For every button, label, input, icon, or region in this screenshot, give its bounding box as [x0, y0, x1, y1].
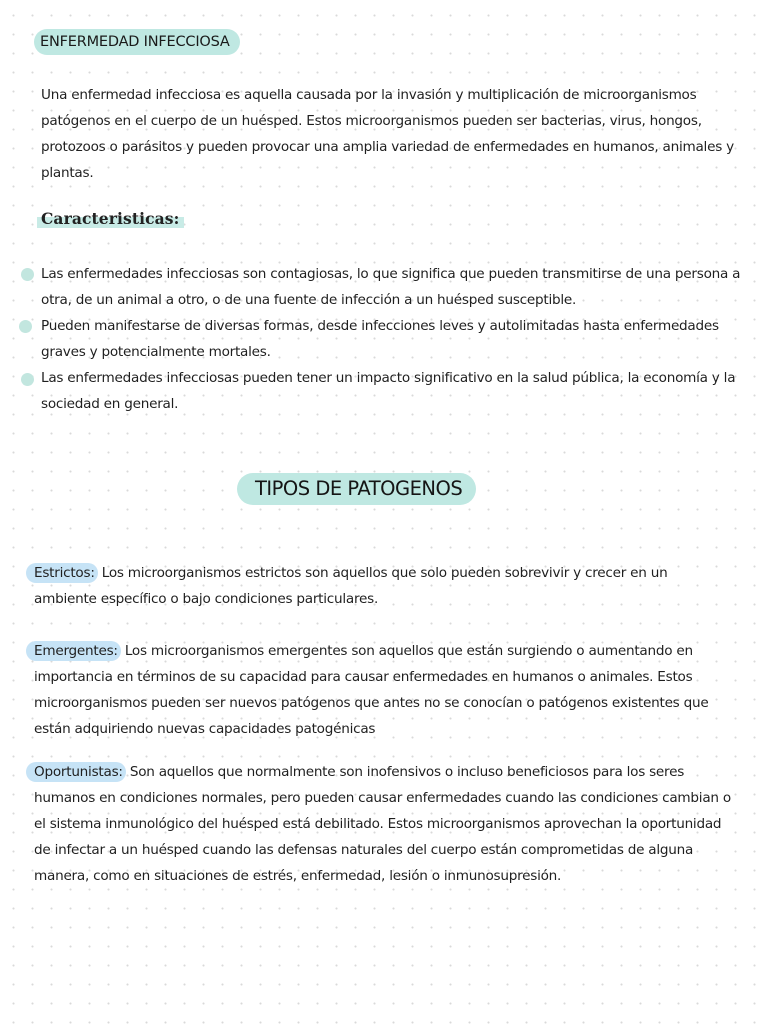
- characteristic-item: Pueden manifestarse de diversas formas, desde infecciones leves y autolimitadas hasta enfermedades graves y potencialmente mortales.: [41, 318, 719, 360]
- intro-paragraph: Una enfermedad infecciosa es aquella causada por la invasión y multiplicación de microorganismos patógenos en el cuerpo de un huésped. Estos microorganismos pueden ser bacterias, virus, hongos, protozoos o parásitos y pueden provocar una amplia variedad de enfermedades en humanos, animales y plantas.: [41, 87, 734, 181]
- type-label: Estrictos:: [26, 563, 98, 583]
- types-heading: TIPOS DE PATOGENOS: [237, 473, 476, 505]
- pathogen-type-emerging: [34, 638, 734, 742]
- characteristic-item: Las enfermedades infecciosas son contagiosas, lo que significa que pueden transmitirse de una persona a otra, de un animal a otro, o de una fuente de infección a un huésped susceptible.: [41, 266, 741, 308]
- page-title: ENFERMEDAD INFECCIOSA: [34, 29, 240, 55]
- bullet-dot: [21, 268, 34, 281]
- pathogen-type-strict: [34, 560, 734, 612]
- bullet-dot: [19, 320, 32, 333]
- type-label: Emergentes:: [26, 641, 121, 661]
- type-label: Oportunistas:: [26, 762, 126, 782]
- type-description: Son aquellos que normalmente son inofensivos o incluso beneficiosos para los seres humanos en condiciones normales, pero pueden causar enfermedades cuando las condiciones cambian o el sistema inmunológico del huésped está debilitado. Estos microorganismos aprovechan la oportunidad de infectar a un huésped cuando las defensas naturales del cuerpo están comprometidas de alguna manera, como en situaciones de estrés, enfermedad, lesión o inmunosupresión.: [34, 764, 731, 884]
- bullet-dot: [21, 373, 34, 386]
- type-description: Los microorganismos estrictos son aquellos que solo pueden sobrevivir y crecer en un ambiente específico o bajo condiciones particulares.: [34, 565, 668, 607]
- characteristic-item: Las enfermedades infecciosas pueden tener un impacto significativo en la salud pública, la economía y la sociedad en general.: [41, 370, 736, 412]
- characteristics-heading: Caracteristicas:: [37, 207, 184, 231]
- pathogen-type-opportunistic: [34, 759, 734, 889]
- type-description: Los microorganismos emergentes son aquellos que están surgiendo o aumentando en importancia en términos de su capacidad para causar enfermedades en humanos o animales. Estos microorganismos pueden ser nuevos patógenos que antes no se conocían o patógenos existentes que están adquiriendo nuevas capacidades patogénicas: [34, 643, 709, 737]
